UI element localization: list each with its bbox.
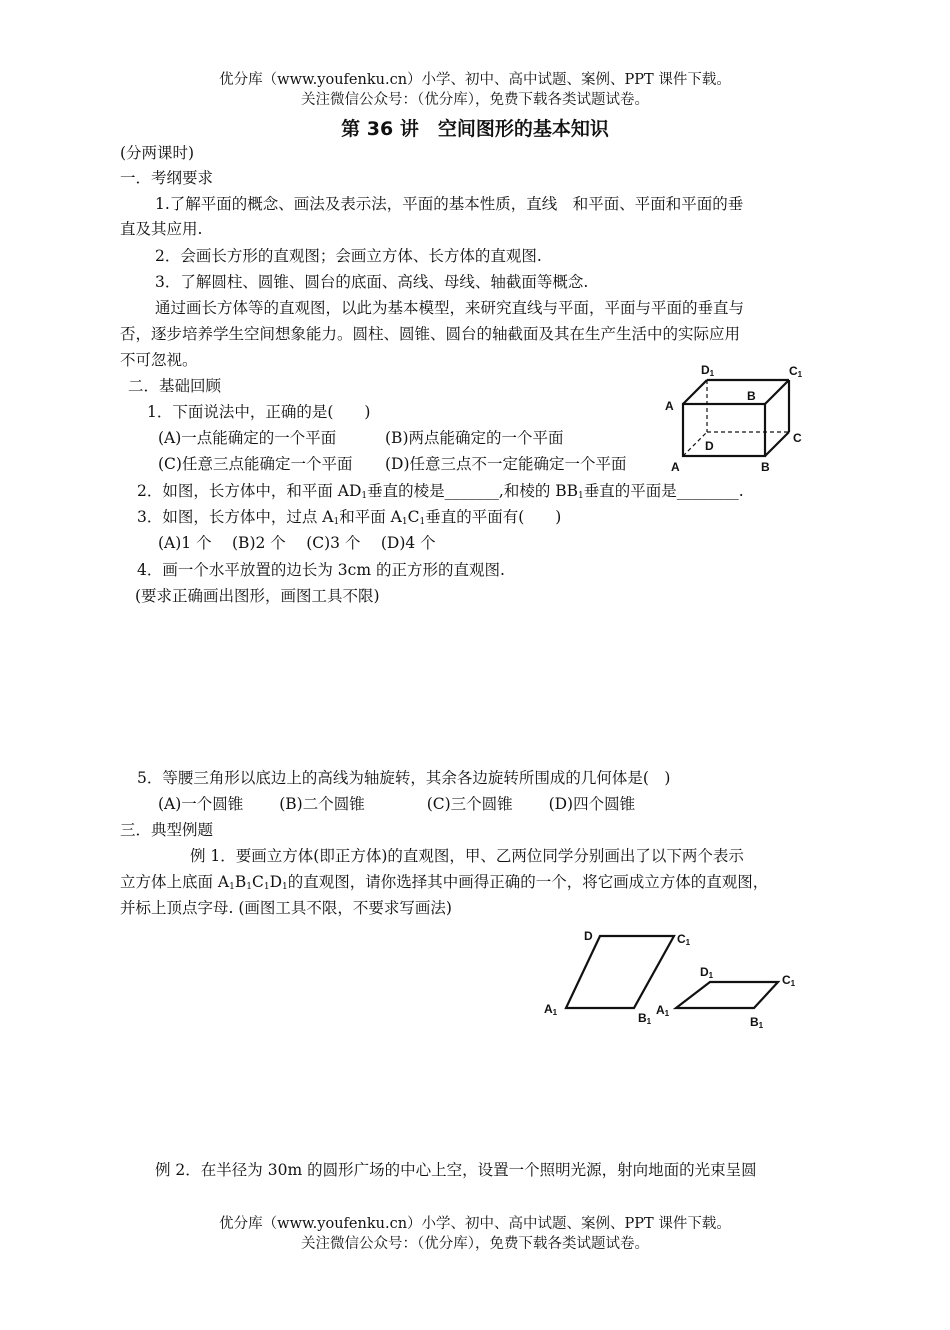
example-2: 例 2．在半径为 30m 的圆形广场的中心上空，设置一个照明光源，射向地面的光束呈圆 (155, 1161, 757, 1179)
parallelogram-right (676, 982, 778, 1008)
footer-line-1: 优分库（www.youfenku.cn）小学、初中、高中试题、案例、PPT 课件下载。 (219, 1216, 731, 1232)
cuboid-figure (655, 360, 810, 478)
question-1-option-c: (C)任意三点能确定一个平面 (158, 455, 353, 473)
cuboid-hidden-ad (683, 432, 707, 456)
question-2: 2．如图，长方体中，和平面 $AD_1$垂直的棱是_______,和棱的 $BB_1$垂直的平面是________. (137, 482, 744, 501)
page-title: 第 36 讲 空间图形的基本知识 (341, 118, 609, 140)
label-c1: C1 (789, 364, 803, 379)
syllabus-para-c: 不可忽视。 (120, 351, 198, 369)
question-5: 5．等腰三角形以底边上的高线为轴旋转，其余各边旋转所围成的几何体是( ) (137, 769, 671, 787)
header-line-2: 关注微信公众号：（优分库），免费下载各类试题试卷。 (301, 92, 649, 108)
footer-line-2: 关注微信公众号：（优分库），免费下载各类试题试卷。 (301, 1236, 649, 1252)
syllabus-para-a: 通过画长方体等的直观图，以此为基本模型，来研究直线与平面，平面与平面的垂直与 (155, 299, 745, 317)
header-line-1: 优分库（www.youfenku.cn）小学、初中、高中试题、案例、PPT 课件下载。 (219, 72, 731, 88)
label-b-top: B (747, 389, 756, 403)
right-label-c1: C1 (782, 973, 796, 988)
right-label-a1: A1 (656, 1003, 670, 1018)
section1-heading: 一．考纲要求 (120, 169, 214, 187)
cuboid-edge-aa1 (683, 380, 707, 404)
label-b: B (761, 460, 770, 474)
left-label-a1: A1 (544, 1002, 558, 1017)
example-1-line-c: 并标上顶点字母. (画图工具不限，不要求写画法) (120, 899, 452, 917)
cuboid-edge-bc1 (765, 380, 789, 404)
question-4: 4．画一个水平放置的边长为 3cm 的正方形的直观图. (137, 561, 505, 579)
parallelogram-left (566, 936, 674, 1008)
label-d: D (705, 439, 714, 453)
question-1-option-d: (D)任意三点不一定能确定一个平面 (385, 455, 627, 473)
right-label-b1: B1 (750, 1015, 764, 1030)
question-4-note: (要求正确画出图形，画图工具不限) (135, 587, 380, 605)
label-a-top: A (665, 399, 674, 413)
syllabus-item-1a: 1.了解平面的概念、画法及表示法，平面的基本性质，直线 和平面、平面和平面的垂 (155, 195, 744, 213)
question-5-options: (A)一个圆锥 (B)二个圆锥 (C)三个圆锥 (D)四个圆锥 (158, 795, 636, 813)
section3-heading: 三．典型例题 (120, 821, 214, 839)
lesson-note: (分两课时) (120, 144, 195, 162)
syllabus-item-1b: 直及其应用. (120, 220, 203, 238)
question-3-options: (A)1 个 (B)2 个 (C)3 个 (D)4 个 (158, 534, 436, 552)
section2-heading: 二．基础回顾 (128, 377, 222, 395)
example-1-line-a: 例 1．要画立方体(即正方体)的直观图，甲、乙两位同学分别画出了以下两个表示 (190, 847, 744, 865)
label-a: A (671, 460, 680, 474)
label-d1: D1 (701, 363, 715, 378)
question-1: 1．下面说法中，正确的是( ) (147, 403, 371, 421)
label-c: C (793, 431, 802, 445)
parallelogram-figure (540, 922, 810, 1034)
right-label-d1: D1 (700, 965, 714, 980)
syllabus-item-3: 3．了解圆柱、圆锥、圆台的底面、高线、母线、轴截面等概念. (155, 273, 589, 291)
syllabus-para-b: 否，逐步培养学生空间想象能力。圆柱、圆锥、圆台的轴截面及其在生产生活中的实际应用 (120, 325, 741, 343)
question-1-option-a: (A)一点能确定的一个平面 (158, 429, 337, 447)
question-3: 3．如图，长方体中，过点 $A_1$和平面 $A_1C_1$垂直的平面有( ) (137, 508, 562, 527)
left-label-b1: B1 (638, 1011, 652, 1026)
syllabus-item-2: 2．会画长方形的直观图；会画立方体、长方体的直观图. (155, 247, 542, 265)
left-label-c1: C1 (677, 932, 691, 947)
cuboid-edge-bc (765, 432, 789, 456)
cuboid-front-face (683, 404, 765, 456)
left-label-d1: D (584, 929, 593, 943)
example-1-line-b: 立方体上底面 $A_1B_1C_1D_1$的直观图，请你选择其中画得正确的一个，将它画成立方体的直观图， (120, 873, 769, 892)
question-1-option-b: (B)两点能确定的一个平面 (385, 429, 564, 447)
